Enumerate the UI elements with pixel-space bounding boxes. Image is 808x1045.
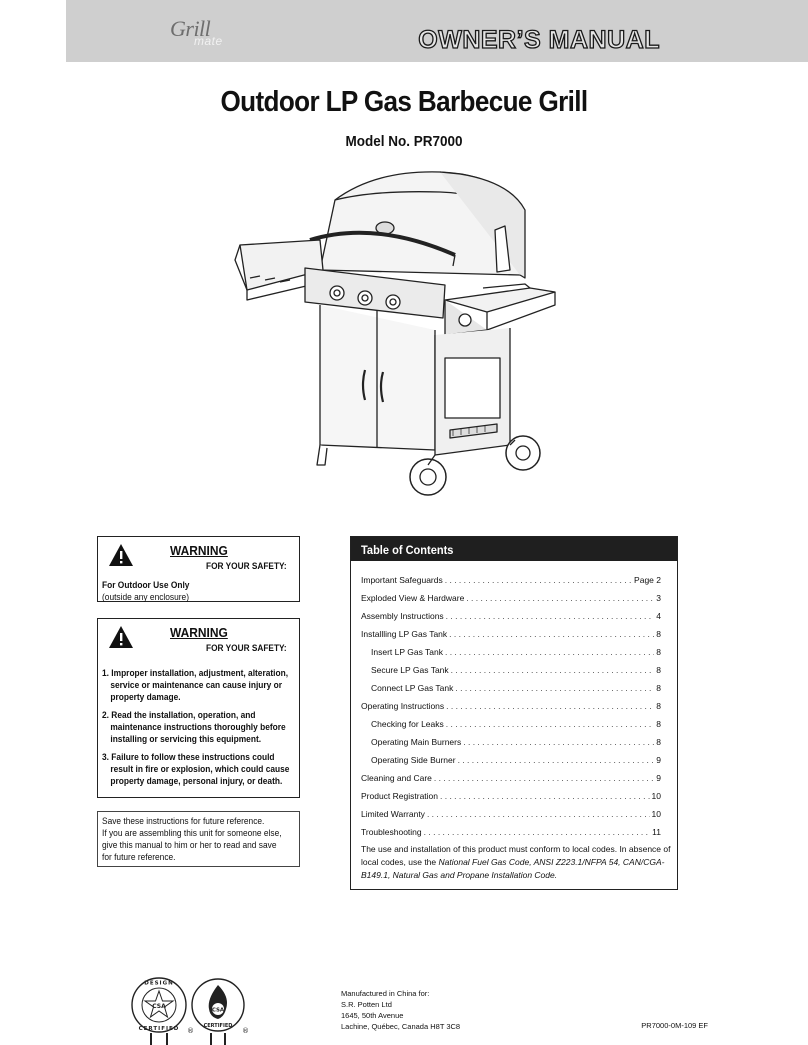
warning-item: 1. Improper installation, adjustment, alteration, service or maintenance can cause injury or property damage.: [102, 668, 289, 702]
gas-certified-badge: [190, 975, 250, 1045]
toc-item[interactable]: Important Safeguards . . . Page 2: [361, 575, 661, 593]
toc-item[interactable]: Troubleshooting . . . 11: [361, 827, 661, 845]
toc-subitem[interactable]: Secure LP Gas Tank . . . 8: [361, 665, 661, 683]
save-note-line: for future reference.: [102, 852, 176, 862]
toc-subitem[interactable]: Checking for Leaks . . . 8: [361, 719, 661, 737]
design-certified-badge: [124, 975, 194, 1045]
logo-grill-text: Grill: [170, 16, 211, 41]
save-note-line: If you are assembling this unit for someone else,: [102, 828, 282, 838]
save-note-line: give this manual to him or her to read and save: [102, 840, 277, 850]
toc-item[interactable]: Installling LP Gas Tank . . . 8: [361, 629, 661, 647]
warning-triangle-icon: [108, 625, 134, 649]
toc-header-bar: [351, 537, 677, 561]
page-title: Outdoor LP Gas Barbecue Grill: [220, 86, 588, 118]
svg-text:CSA: CSA: [211, 1007, 225, 1014]
warning-item: 3. Failure to follow these instructions could result in fire or explosion, which could cause property damage, personal injury, or death.: [102, 752, 290, 786]
toc-list: [361, 575, 661, 845]
manufacturer-line: Lachine, Québec, Canada H8T 3C8: [341, 1022, 461, 1031]
badge-top-text: DESIGN: [144, 980, 174, 987]
warning-triangle-icon: [108, 543, 134, 567]
warning-subtitle: FOR YOUR SAFETY:: [206, 643, 287, 653]
manufacturer-line: Manufactured in China for:: [341, 989, 430, 998]
toc-heading: Table of Contents: [361, 543, 454, 557]
warning-line: For Outdoor Use Only: [102, 580, 190, 590]
toc-subitem[interactable]: Operating Side Burner . . . 9: [361, 755, 661, 773]
grill-illustration: [225, 160, 595, 505]
warning-box-outdoor: [97, 536, 300, 602]
manufacturer-line: S.R. Potten Ltd: [341, 1000, 392, 1009]
toc-item[interactable]: Operating Instructions . . . 8: [361, 701, 661, 719]
manufacturer-info: [341, 988, 460, 1032]
toc-subitem[interactable]: Insert LP Gas Tank . . . 8: [361, 647, 661, 665]
svg-text:CSA: CSA: [152, 1003, 166, 1010]
save-instructions-box: [97, 811, 300, 867]
model-number: Model No. PR7000: [345, 133, 463, 150]
registered-mark: ®: [187, 1027, 194, 1035]
save-note-line: Save these instructions for future reference.: [102, 816, 265, 826]
toc-item[interactable]: Exploded View & Hardware . . . 3: [361, 593, 661, 611]
warning-line: (outside any enclosure): [102, 592, 190, 602]
toc-item[interactable]: Assembly Instructions . . . 4: [361, 611, 661, 629]
logo-mate-text: mate: [194, 34, 223, 48]
local-codes-note: The use and installation of this product must conform to local codes. In absence of local codes, use the National Fuel Gas Code, ANSI Z223.1/NFPA 54, CAN/CGA-B149.1, Natural Gas and Propane Installation Code.: [361, 844, 671, 880]
toc-subitem[interactable]: Operating Main Burners . . . 8: [361, 737, 661, 755]
table-of-contents: [350, 536, 678, 890]
owners-manual-label: OWNER’S MANUAL: [418, 26, 660, 54]
warning-list: [102, 667, 302, 793]
warning-title: WARNING: [170, 625, 228, 640]
toc-subitem[interactable]: Connect LP Gas Tank . . . 8: [361, 683, 661, 701]
warning-box-installation: [97, 618, 300, 798]
document-code: PR7000-0M-109 EF: [641, 1021, 708, 1030]
badge-bottom-text: CERTIFIED: [203, 1023, 233, 1029]
toc-item[interactable]: Cleaning and Care . . . 9: [361, 773, 661, 791]
toc-item[interactable]: Limited Warranty . . . 10: [361, 809, 661, 827]
warning-item: 2. Read the installation, operation, and maintenance instructions thoroughly before installing or servicing this equipment.: [102, 710, 286, 744]
brand-logo: [170, 16, 250, 52]
badge-bottom-text: CERTIFIED: [138, 1026, 180, 1032]
toc-item[interactable]: Product Registration . . . 10: [361, 791, 661, 809]
registered-mark: ®: [242, 1027, 249, 1035]
warning-subtitle: FOR YOUR SAFETY:: [206, 561, 287, 571]
manufacturer-line: 1645, 50th Avenue: [341, 1011, 404, 1020]
warning-title: WARNING: [170, 543, 228, 558]
